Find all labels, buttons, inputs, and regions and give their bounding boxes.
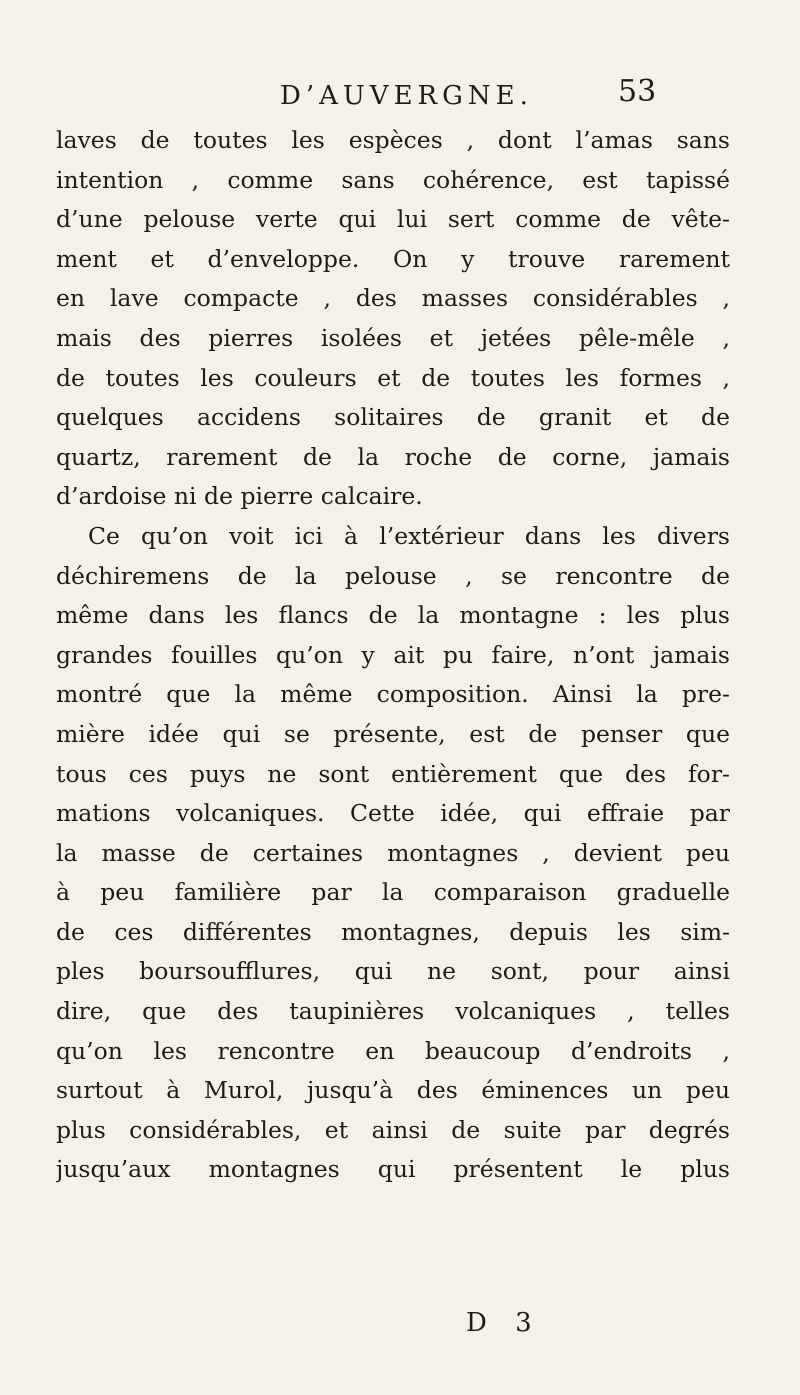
text-line: de toutes les couleurs et de toutes les formes ,: [56, 363, 730, 392]
text-line: ples boursoufflures, qui ne sont, pour ainsi: [56, 957, 730, 986]
signature-mark: D 3: [466, 1308, 542, 1338]
text-line: tous ces puys ne sont entièrement que des for-: [56, 759, 730, 788]
text-line: intention , comme sans cohérence, est tapissé: [56, 165, 730, 194]
text-line: même dans les flancs de la montagne : les plus: [56, 601, 730, 630]
paragraph-end-line: d’ardoise ni de pierre calcaire.: [56, 482, 423, 511]
text-line: d’une pelouse verte qui lui sert comme de vête-: [56, 205, 730, 234]
text-line: mière idée qui se présente, est de penser que: [56, 719, 730, 748]
text-line: mations volcaniques. Cette idée, qui effraie par: [56, 799, 730, 828]
page-number: 53: [618, 74, 657, 109]
text-line: qu’on les rencontre en beaucoup d’endroits ,: [56, 1036, 730, 1065]
text-line: grandes fouilles qu’on y ait pu faire, n’ont jamais: [56, 640, 730, 669]
text-line: surtout à Murol, jusqu’à des éminences un peu: [56, 1076, 730, 1105]
text-line: quelques accidens solitaires de granit et de: [56, 403, 730, 432]
text-line: en lave compacte , des masses considérables ,: [56, 284, 730, 313]
text-line: mais des pierres isolées et jetées pêle-mêle ,: [56, 323, 730, 352]
text-line: jusqu’aux montagnes qui présentent le plus: [56, 1155, 730, 1184]
text-line: à peu familière par la comparaison graduelle: [56, 878, 730, 907]
text-line: de ces différentes montagnes, depuis les sim-: [56, 917, 730, 946]
text-line: plus considérables, et ainsi de suite par degrés: [56, 1115, 730, 1144]
paragraph-start-line: Ce qu’on voit ici à l’extérieur dans les divers: [88, 521, 730, 550]
text-line: la masse de certaines montagnes , devient peu: [56, 838, 730, 867]
text-line: quartz, rarement de la roche de corne, jamais: [56, 442, 730, 471]
body-text: [56, 121, 730, 1190]
text-line: ment et d’enveloppe. On y trouve rarement: [56, 244, 730, 273]
text-line: dire, que des taupinières volcaniques , telles: [56, 997, 730, 1026]
text-line: déchiremens de la pelouse , se rencontre de: [56, 561, 730, 590]
text-line: laves de toutes les espèces , dont l’amas sans: [56, 126, 730, 154]
text-line: montré que la même composition. Ainsi la pre-: [56, 680, 730, 709]
running-title: D’AUVERGNE.: [280, 81, 533, 111]
